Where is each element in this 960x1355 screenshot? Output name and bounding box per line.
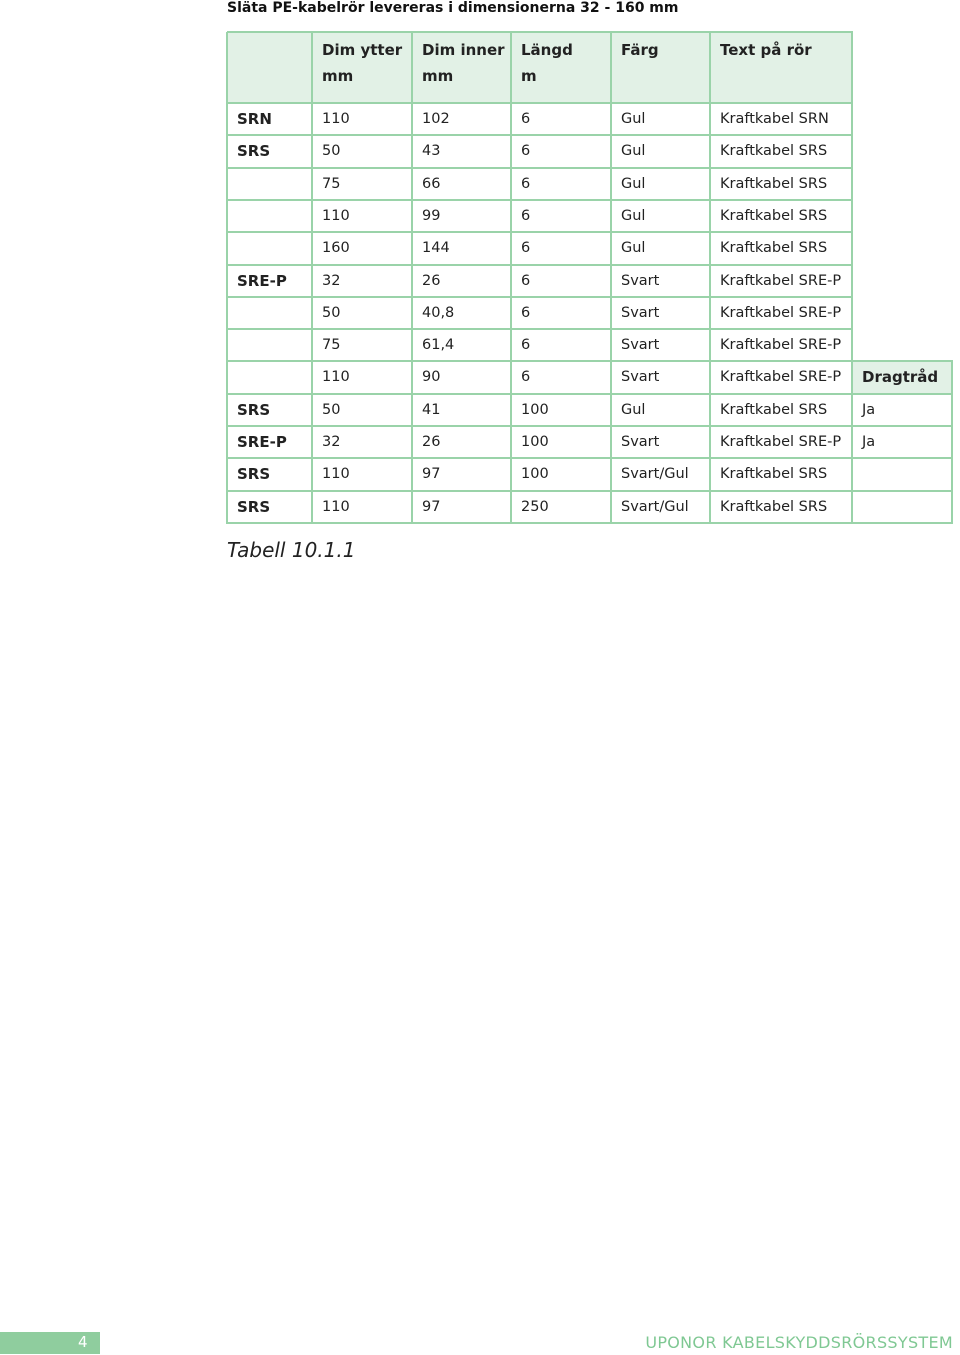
table-cell: Svart bbox=[621, 337, 660, 354]
table-cell: 26 bbox=[422, 434, 441, 450]
table-cell: 50 bbox=[322, 143, 341, 160]
grid-line bbox=[227, 393, 953, 395]
table-cell: 43 bbox=[422, 143, 441, 160]
grid-line bbox=[226, 32, 228, 524]
grid-line bbox=[951, 361, 953, 524]
table-cell: Kraftkabel SRE-P bbox=[720, 369, 842, 386]
table-cell: Svart bbox=[621, 369, 660, 386]
table-cell: Kraftkabel SRE-P bbox=[720, 304, 842, 321]
header-label: Färg bbox=[621, 41, 659, 59]
table-cell: 250 bbox=[521, 498, 549, 515]
table-cell: 110 bbox=[322, 466, 350, 483]
table-cell: 110 bbox=[322, 111, 350, 127]
table-cell: 75 bbox=[322, 337, 341, 354]
page-number: 4 bbox=[78, 1333, 88, 1351]
table-cell: 61,4 bbox=[422, 337, 455, 354]
row-type-label: SRS bbox=[237, 142, 271, 161]
table-cell: Kraftkabel SRS bbox=[720, 143, 828, 160]
grid-line bbox=[852, 360, 953, 362]
table-cell: 90 bbox=[422, 369, 441, 386]
table-cell: 6 bbox=[521, 175, 531, 192]
table-cell: 160 bbox=[322, 240, 350, 257]
table-cell bbox=[852, 491, 952, 523]
table-cell: 6 bbox=[521, 337, 531, 354]
row-type-label: SRS bbox=[237, 465, 271, 484]
table-cell: 100 bbox=[521, 434, 549, 450]
header-cell bbox=[227, 32, 312, 103]
table-cell: 6 bbox=[521, 143, 531, 160]
table-cell bbox=[852, 200, 952, 232]
grid-line bbox=[227, 522, 953, 524]
grid-line bbox=[227, 457, 953, 459]
header-label: Längd bbox=[521, 41, 573, 59]
table-cell: 50 bbox=[322, 304, 341, 321]
grid-line bbox=[709, 32, 711, 524]
table-cell bbox=[852, 265, 952, 297]
table-cell: Kraftkabel SRS bbox=[720, 240, 828, 257]
grid-line bbox=[411, 32, 413, 524]
grid-line bbox=[227, 328, 853, 330]
grid-line bbox=[227, 167, 853, 169]
row-type-label: SRN bbox=[237, 110, 272, 128]
footer-title: UPONOR KABELSKYDDSRÖRSSYSTEM bbox=[645, 1333, 953, 1352]
row-type-label bbox=[227, 232, 312, 264]
row-type-label bbox=[227, 329, 312, 361]
row-type-label: SRE-P bbox=[237, 433, 287, 451]
grid-line bbox=[227, 31, 853, 33]
grid-line bbox=[610, 32, 612, 524]
table-cell: Kraftkabel SRS bbox=[720, 401, 828, 418]
table-cell: 6 bbox=[521, 207, 531, 224]
table-cell: Gul bbox=[621, 111, 646, 127]
grid-line bbox=[227, 102, 853, 104]
table-cell: 41 bbox=[422, 401, 441, 418]
table-cell: 6 bbox=[521, 369, 531, 386]
row-type-label: SRS bbox=[237, 400, 271, 419]
table-cell: Svart bbox=[621, 304, 660, 321]
header-unit: mm bbox=[422, 67, 454, 85]
table-cell: 66 bbox=[422, 175, 441, 192]
grid-line bbox=[227, 199, 853, 201]
header-cell bbox=[710, 32, 852, 103]
table-cell: Svart bbox=[621, 434, 660, 450]
table-cell: 102 bbox=[422, 111, 450, 127]
header-cell bbox=[611, 32, 710, 103]
table-cell: 6 bbox=[521, 240, 531, 257]
row-type-label bbox=[227, 200, 312, 232]
row-type-label bbox=[227, 361, 312, 393]
table-cell: 6 bbox=[521, 111, 531, 127]
table-cell: Svart/Gul bbox=[621, 466, 689, 483]
grid-line bbox=[227, 134, 853, 136]
table-cell: Kraftkabel SRS bbox=[720, 466, 828, 483]
table-cell: 32 bbox=[322, 434, 341, 450]
table-cell: 97 bbox=[422, 498, 441, 515]
grid-line bbox=[227, 231, 853, 233]
table-cell bbox=[852, 232, 952, 264]
table-cell: Ja bbox=[862, 434, 876, 450]
page-title: Släta PE-kabelrör levereras i dimensionerna 32 - 160 mm bbox=[227, 0, 679, 16]
table-cell: Kraftkabel SRE-P bbox=[720, 434, 842, 450]
table-cell: 32 bbox=[322, 272, 341, 289]
grid-line bbox=[851, 32, 853, 524]
grid-line bbox=[510, 32, 512, 524]
row-type-label bbox=[227, 168, 312, 200]
header-cell bbox=[312, 32, 412, 103]
table-cell: Kraftkabel SRE-P bbox=[720, 337, 842, 354]
table-cell bbox=[852, 135, 952, 167]
table-cell: Gul bbox=[621, 175, 646, 192]
table-cell: 97 bbox=[422, 466, 441, 483]
grid-line bbox=[227, 360, 953, 362]
header-cell bbox=[511, 32, 611, 103]
table-cell: Kraftkabel SRS bbox=[720, 207, 828, 224]
table-cell: 99 bbox=[422, 207, 441, 224]
header-cell bbox=[412, 32, 511, 103]
row-type-label bbox=[227, 297, 312, 329]
table-cell: Gul bbox=[621, 143, 646, 160]
table-cell: Svart/Gul bbox=[621, 498, 689, 515]
table-cell: Kraftkabel SRS bbox=[720, 175, 828, 192]
grid-line bbox=[311, 32, 313, 524]
table-cell: Svart bbox=[621, 272, 660, 289]
table-cell bbox=[852, 329, 952, 361]
table-cell: Kraftkabel SRE-P bbox=[720, 272, 842, 289]
table-cell: Ja bbox=[862, 401, 876, 418]
table-cell: 110 bbox=[322, 498, 350, 515]
header-label: Text på rör bbox=[720, 41, 812, 59]
table-cell: 50 bbox=[322, 401, 341, 418]
table-cell: Gul bbox=[621, 401, 646, 418]
table-cell: 110 bbox=[322, 207, 350, 224]
table-cell: 26 bbox=[422, 272, 441, 289]
table-cell: Dragtråd bbox=[862, 368, 939, 387]
grid-line bbox=[227, 425, 953, 427]
table-cell: 144 bbox=[422, 240, 450, 257]
row-type-label: SRS bbox=[237, 497, 271, 516]
table-cell: Gul bbox=[621, 240, 646, 257]
table-cell: Gul bbox=[621, 207, 646, 224]
table-cell: 100 bbox=[521, 466, 549, 483]
grid-line bbox=[227, 490, 953, 492]
table-cell bbox=[852, 458, 952, 490]
table-cell: 6 bbox=[521, 304, 531, 321]
table-cell: 75 bbox=[322, 175, 341, 192]
table-cell bbox=[852, 103, 952, 135]
table-cell: Kraftkabel SRS bbox=[720, 498, 828, 515]
table-cell bbox=[852, 297, 952, 329]
header-unit: mm bbox=[322, 67, 354, 85]
table-cell: 40,8 bbox=[422, 304, 455, 321]
table-cell: Kraftkabel SRN bbox=[720, 111, 829, 127]
grid-line bbox=[227, 264, 853, 266]
header-label: Dim inner bbox=[422, 41, 505, 59]
table-cell bbox=[852, 168, 952, 200]
table-cell: 6 bbox=[521, 272, 531, 289]
table-caption: Tabell 10.1.1 bbox=[227, 538, 356, 562]
table-cell: 100 bbox=[521, 401, 549, 418]
header-unit: m bbox=[521, 67, 537, 85]
header-label: Dim ytter bbox=[322, 41, 403, 59]
row-type-label: SRE-P bbox=[237, 271, 287, 290]
grid-line bbox=[227, 296, 853, 298]
table-cell: 110 bbox=[322, 369, 350, 386]
